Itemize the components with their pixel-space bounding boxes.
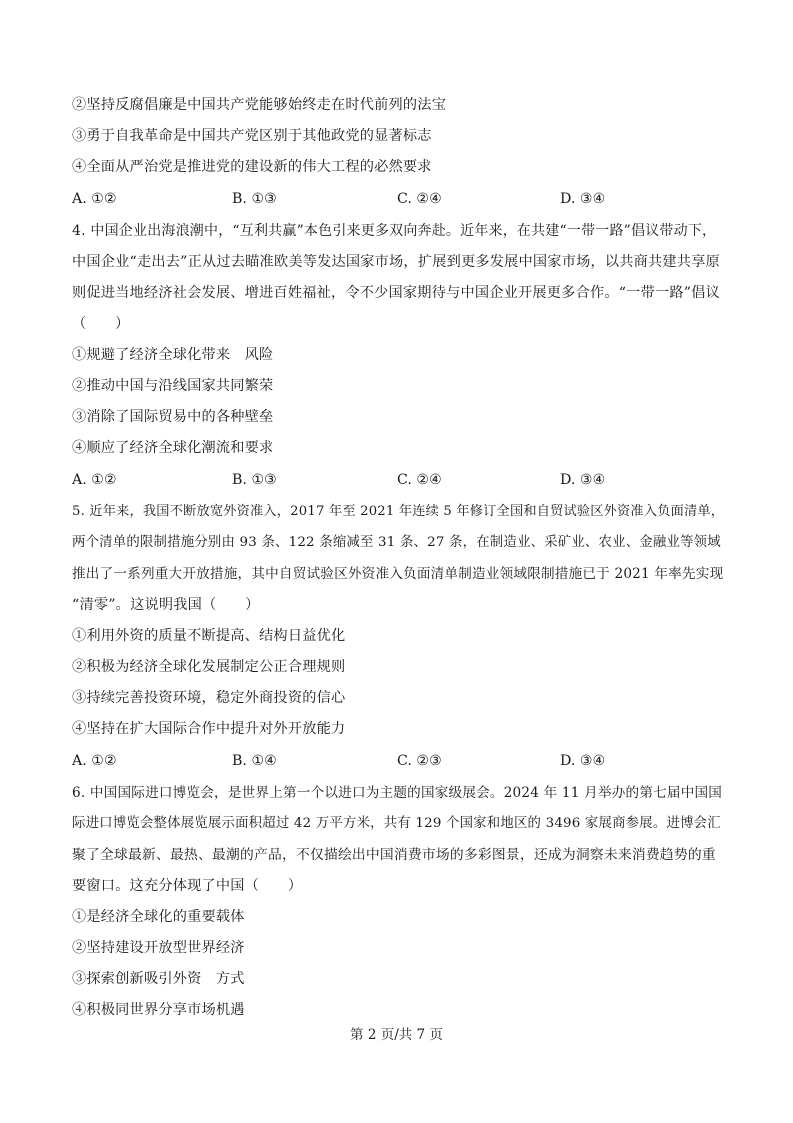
q3-option-d: D. ③④ (560, 191, 606, 207)
q4-options (72, 470, 712, 490)
q6-item-3: ③探索创新吸引外资 方式 (72, 971, 245, 987)
q4-stem-line-1: 4. 中国企业出海浪潮中，“互利共赢”本色引来更多双向奔赴。近年来，在共建“一带一路”倡议带动下， (72, 223, 717, 239)
q6-stem-line-1: 6. 中国国际进口博览会，是世界上第一个以进口为主题的国家级展会。2024 年 11 月举办的第七届中国国 (72, 785, 723, 801)
q3-option-c: C. ②④ (397, 191, 442, 207)
q5-item-3: ③持续完善投资环境，稳定外商投资的信心 (72, 690, 346, 706)
q6-item-4: ④积极同世界分享市场机遇 (72, 1002, 245, 1018)
q4-stem-line-3: 则促进当地经济社会发展、增进百姓福祉，令不少国家期待与中国企业开展更多合作。“一带一路”倡议 (72, 285, 720, 301)
q5-stem-line-4: “清零”。这说明我国（ ） (72, 597, 260, 613)
q5-item-4: ④坚持在扩大国际合作中提升对外开放能力 (72, 721, 346, 737)
page-number: 第 2 页/共 7 页 (350, 1027, 443, 1043)
q6-stem-line-2: 际进口博览会整体展览展示面积超过 42 万平方米，共有 129 个国家和地区的 3496 家展商参展。进博会汇 (72, 816, 721, 831)
q4-item-1: ①规避了经济全球化带来 风险 (72, 347, 274, 363)
q6-stem-line-3: 聚了全球最新、最热、最潮的产品，不仅描绘出中国消费市场的多彩图景，还成为洞察未来消费趋势的重 (72, 847, 716, 863)
q6-item-1: ①是经济全球化的重要载体 (72, 909, 245, 925)
q4-answer-blank: （ ） (72, 316, 130, 332)
q5-item-1: ①利用外资的质量不断提高、结构日益优化 (72, 628, 346, 644)
q4-item-3: ③消除了国际贸易中的各种壁垒 (72, 409, 274, 425)
q5-options (72, 751, 712, 771)
q4-option-d: D. ③④ (560, 472, 606, 488)
q5-option-b: B. ①④ (232, 753, 277, 769)
q3-item-2: ②坚持反腐倡廉是中国共产党能够始终走在时代前列的法宝 (72, 97, 447, 113)
q4-option-a: A. ①② (72, 472, 117, 488)
q6-stem-line-4: 要窗口。这充分体现了中国（ ） (72, 878, 303, 894)
q4-option-c: C. ②④ (397, 472, 442, 488)
q4-option-b: B. ①③ (232, 472, 277, 488)
q3-item-3: ③勇于自我革命是中国共产党区别于其他政党的显著标志 (72, 128, 432, 144)
q4-item-2: ②推动中国与沿线国家共同繁荣 (72, 378, 274, 394)
q5-item-2: ②积极为经济全球化发展制定公正合理规则 (72, 659, 346, 675)
q5-stem-line-1: 5. 近年来，我国不断放宽外资准入，2017 年至 2021 年连续 5 年修订全国和自贸试验区外资准入负面清单， (72, 504, 725, 519)
q5-option-a: A. ①② (72, 753, 117, 769)
q3-option-a: A. ①② (72, 191, 117, 207)
q3-options (72, 189, 712, 209)
q4-item-4: ④顺应了经济全球化潮流和要求 (72, 440, 274, 456)
q4-stem-line-2: 中国企业“走出去”正从过去瞄准欧美等发达国家市场，扩展到更多发展中国家市场，以共商共建共享原 (72, 254, 720, 270)
q5-stem-line-3: 推出了一系列重大开放措施，其中自贸试验区外资准入负面清单制造业领域限制措施已于 2021 年率先实现 (72, 566, 724, 582)
q6-item-2: ②坚持建设开放型世界经济 (72, 940, 245, 956)
q3-option-b: B. ①③ (232, 191, 277, 207)
q3-item-4: ④全面从严治党是推进党的建设新的伟大工程的必然要求 (72, 159, 432, 175)
q5-stem-line-2: 两个清单的限制措施分别由 93 条、122 条缩减至 31 条、27 条，在制造业、采矿业、农业、金融业等领域 (72, 535, 721, 550)
q5-option-d: D. ③④ (560, 753, 606, 769)
q5-option-c: C. ②③ (397, 753, 442, 769)
